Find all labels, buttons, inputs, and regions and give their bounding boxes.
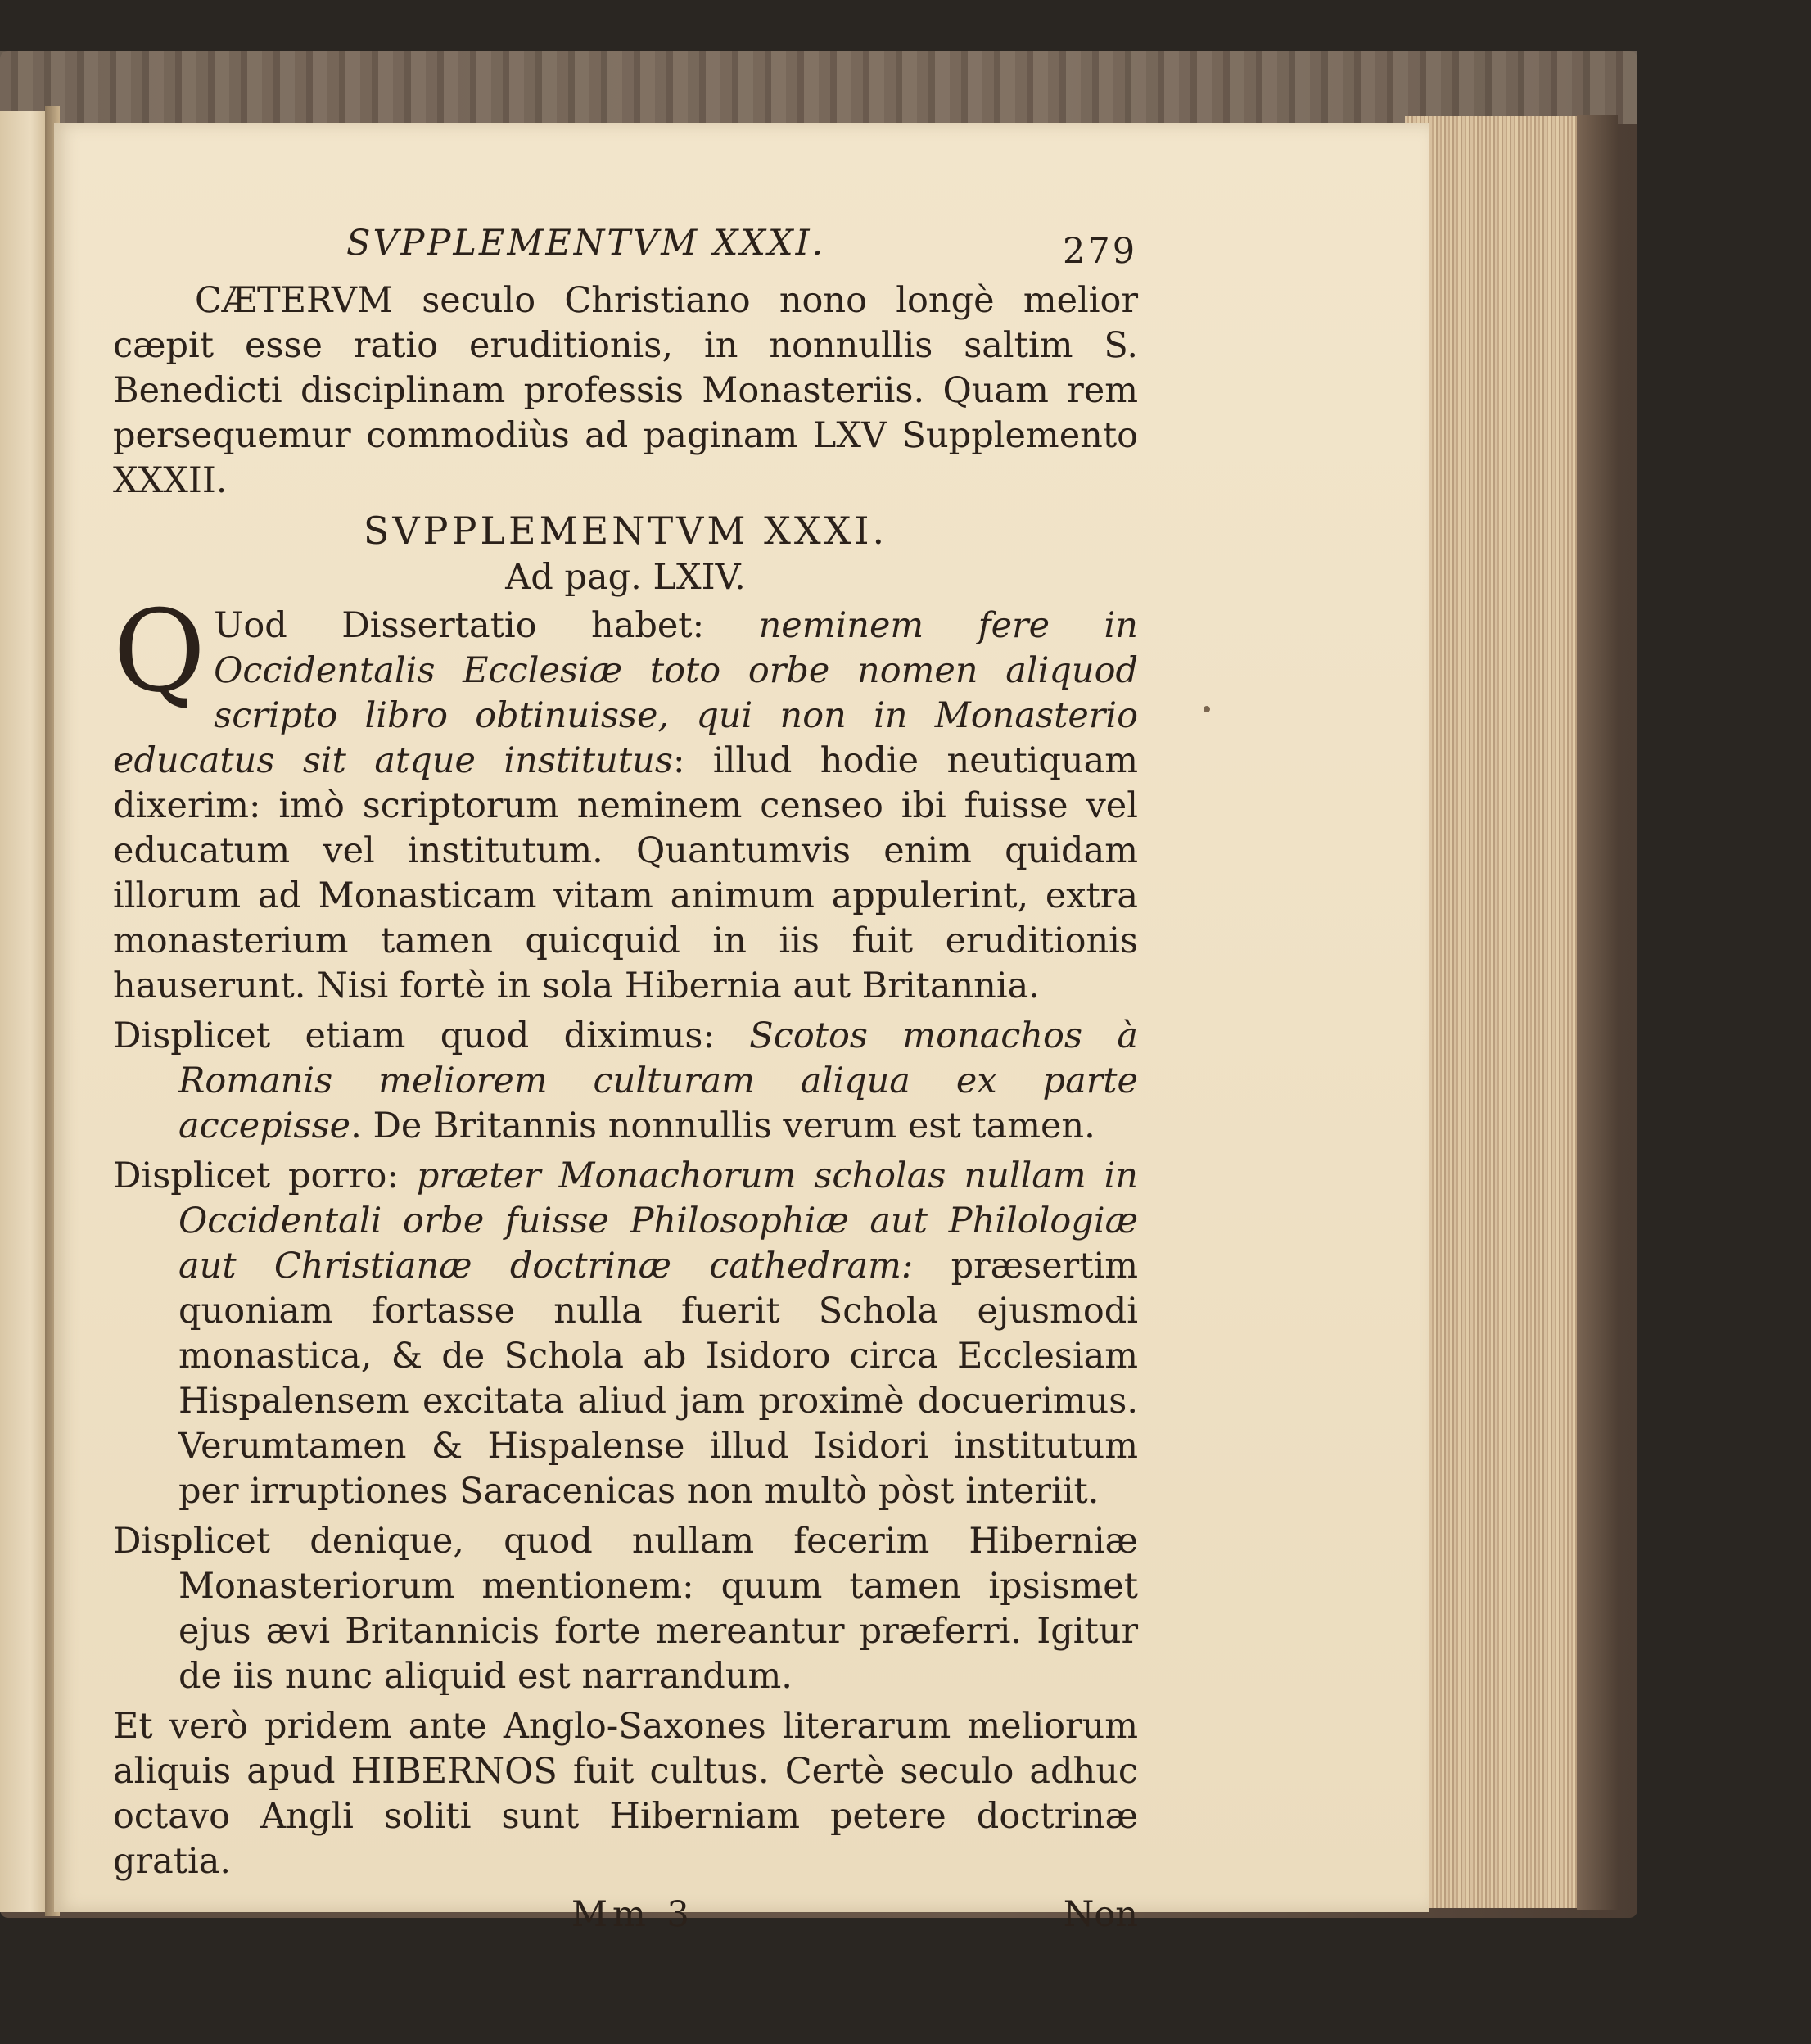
book-cover-top-edge bbox=[0, 51, 1637, 124]
closing-paragraph: Et verò pridem ante Anglo-Saxones literarum meliorum aliquis apud HIBERNOS fuit cultus. Certè seculo adhuc octavo Angli soliti sunt Hiberniam petere doctrinæ gratia. bbox=[113, 1706, 1138, 1882]
objection-paragraph-1 bbox=[113, 1014, 1138, 1149]
objection-2-lead: Displicet porro: bbox=[113, 1155, 417, 1196]
objection-2-citation: præter Monachorum scholas nullam in Occidentali orbe fuisse Philosophiæ aut Philologiæ aut Christianæ doctrinæ cathedram: bbox=[178, 1155, 1139, 1287]
page-footer bbox=[113, 1893, 1138, 1942]
left-page-edge bbox=[0, 111, 51, 1912]
objection-2-rest: præsertim quoniam fortasse nulla fuerit Schola ejusmodi monastica, & de Schola ab Isidoro circa Ecclesiam Hispalensem excitata aliud jam proximè docuerimus. Verumtamen & Hispalense illud Isidori institutum per irruptiones Saracenicas non multò pòst interiit. bbox=[178, 1246, 1138, 1512]
drop-cap: Q bbox=[113, 586, 206, 717]
signature-mark: Mm 3 bbox=[571, 1894, 694, 1935]
catchword: Non bbox=[1063, 1894, 1138, 1935]
page-number: 279 bbox=[1063, 231, 1138, 272]
running-head bbox=[113, 221, 1138, 272]
first-paragraph-rest: : illud hodie neutiquam dixerim: imò scriptorum neminem censeo ibi fuisse vel educatum vel institutum. Quantumvis enim quidam illorum ad Monasticam vitam animum appulerint, extra monasterium tamen quicquid in iis fuit eruditionis hauserunt. Nisi fortè in sola Hibernia aut Britannia. bbox=[113, 740, 1138, 1006]
first-paragraph bbox=[113, 586, 1139, 1009]
objection-paragraph-2 bbox=[113, 1154, 1138, 1514]
first-paragraph-citation: neminem fere in Occidentalis Ecclesiæ toto orbe nomen aliquod scripto libro obtinuisse, qui non in Monasterio educatus sit atque institutus bbox=[113, 605, 1139, 781]
objection-1-citation: Scotos monachos à Romanis meliorem culturam aliqua ex parte accepisse bbox=[178, 1015, 1138, 1146]
objection-1-rest: . De Britannis nonnullis verum est tamen. bbox=[350, 1106, 1095, 1146]
cover-fore-edge bbox=[1577, 115, 1618, 1910]
page-fore-edge bbox=[1405, 116, 1577, 1908]
page-text-block bbox=[113, 221, 1138, 1942]
objection-paragraph-3: Displicet denique, quod nullam fecerim Hiberniæ Monasteriorum mentionem: quum tamen ipsismet ejus ævi Britannicis forte mereantur præferri. Igitur de iis nunc aliquid est narrandum. bbox=[113, 1521, 1138, 1697]
first-paragraph-lead: Uod Dissertatio habet: bbox=[214, 605, 759, 646]
objection-1-lead: Displicet etiam quod diximus: bbox=[113, 1015, 750, 1056]
section-subheading: Ad pag. LXIV. bbox=[505, 557, 746, 598]
section-heading: SVPPLEMENTVM XXXI. bbox=[363, 509, 888, 553]
running-head-title: SVPPLEMENTVM XXXI. bbox=[346, 223, 826, 264]
intro-paragraph: CÆTERVM seculo Christiano nono longè melior cæpit esse ratio eruditionis, in nonnullis saltim S. Benedicti disciplinam professis Monasteriis. Quam rem persequemur commodiùs ad paginam LXV Supplemento XXXII. bbox=[113, 280, 1138, 501]
ink-speck bbox=[1204, 706, 1210, 712]
